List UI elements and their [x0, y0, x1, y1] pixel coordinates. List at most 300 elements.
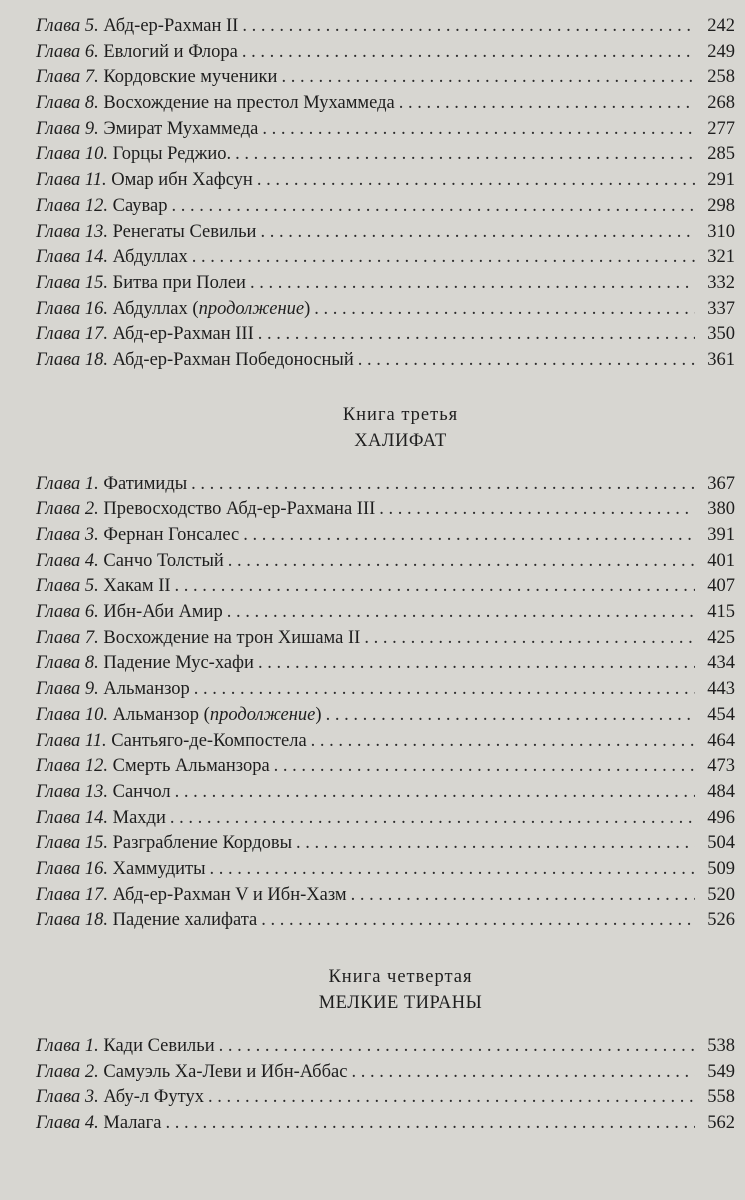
chapter-title: Абдуллах [112, 247, 188, 268]
page-number: 367 [707, 473, 735, 494]
chapter-title-tail: ) [315, 704, 322, 725]
chapter-title: Хаммудиты [112, 858, 206, 879]
chapter-word: Глава [36, 602, 81, 623]
page-number: 504 [707, 833, 735, 854]
chapter-title: Евлогий и Флора [103, 41, 238, 62]
chapter-label [36, 119, 99, 139]
chapter-number: 14. [84, 807, 108, 828]
chapter-word: Глава [36, 884, 81, 905]
chapter-word: Глава [36, 679, 81, 700]
book-4-heading [36, 964, 735, 1016]
toc-entry[interactable] [36, 142, 735, 168]
dot-leader [260, 220, 695, 246]
page-number: 298 [707, 195, 735, 216]
book-4-title: МЕЛКИЕ ТИРАНЫ [318, 993, 483, 1013]
toc-section-book-4 [36, 1034, 735, 1137]
page-number: 285 [707, 144, 735, 165]
toc-entry[interactable] [36, 908, 735, 934]
page-number: 562 [707, 1113, 735, 1134]
dot-leader [242, 40, 695, 66]
chapter-label [36, 1113, 99, 1133]
chapter-label [36, 1036, 99, 1056]
toc-entry[interactable] [36, 194, 735, 220]
chapter-title: Превосходство Абд-ер-Рахмана III [103, 499, 376, 520]
chapter-word: Глава [36, 756, 81, 777]
chapter-label [36, 144, 108, 164]
chapter-label [36, 222, 108, 242]
chapter-word: Глава [36, 833, 81, 854]
chapter-word: Глава [36, 16, 81, 36]
chapter-number: 3. [84, 525, 99, 545]
chapter-number: 9. [84, 679, 99, 700]
chapter-label [36, 299, 108, 319]
chapter-word: Глава [36, 195, 81, 216]
toc-entry[interactable] [36, 322, 735, 348]
chapter-label [36, 653, 99, 673]
toc-entry-heading [36, 14, 238, 40]
toc-entry-heading [36, 40, 238, 66]
chapter-label [36, 782, 108, 802]
toc-entry[interactable] [36, 703, 735, 729]
chapter-word: Глава [36, 144, 81, 165]
toc-entry[interactable] [36, 1111, 735, 1137]
toc-entry-heading [36, 651, 254, 677]
toc-entry[interactable] [36, 65, 735, 91]
toc-entry-heading [36, 220, 256, 246]
chapter-label [36, 628, 99, 648]
dot-leader [261, 908, 695, 934]
dot-leader [326, 703, 695, 729]
chapter-title: Смерть Альманзора [112, 756, 270, 777]
page-number: 520 [707, 884, 735, 905]
chapter-title: Альманзор ( [112, 704, 210, 725]
chapter-label [36, 324, 108, 344]
toc-entry-heading [36, 297, 310, 323]
toc-entry[interactable] [36, 831, 735, 857]
dot-leader [250, 271, 695, 297]
toc-entry[interactable] [36, 14, 735, 40]
chapter-word: Глава [36, 730, 81, 751]
chapter-title: Восхождение на престол Мухаммеда [103, 93, 395, 114]
toc-entry[interactable] [36, 497, 735, 523]
chapter-label [36, 859, 108, 879]
toc-entry[interactable] [36, 168, 735, 194]
page-number: 407 [707, 576, 735, 597]
dot-leader [171, 194, 695, 220]
page-number: 415 [707, 602, 735, 623]
chapter-title: Восхождение на трон Хишама II [103, 627, 361, 648]
toc-entry-heading [36, 626, 360, 652]
dot-leader [242, 14, 695, 40]
dot-leader [296, 831, 695, 857]
toc-entry-heading [36, 245, 188, 271]
dot-leader [175, 574, 695, 600]
toc-entry-heading [36, 65, 277, 91]
toc-entry[interactable] [36, 472, 735, 498]
toc-entry-heading [36, 348, 354, 374]
chapter-label [36, 16, 99, 36]
chapter-word: Глава [36, 704, 81, 725]
chapter-number: 16. [84, 298, 108, 319]
chapter-word: Глава [36, 118, 81, 139]
chapter-number: 2. [84, 1061, 99, 1082]
page-number: 454 [707, 704, 735, 725]
book-3-subtitle: Книга третья [342, 404, 459, 425]
chapter-number: 8. [84, 653, 99, 674]
chapter-word: Глава [36, 499, 81, 520]
toc-entry-heading [36, 322, 254, 348]
chapter-label [36, 1087, 99, 1107]
page-number: 350 [707, 324, 735, 345]
chapter-word: Глава [36, 576, 81, 597]
chapter-number: 10. [84, 144, 108, 165]
toc-entry[interactable] [36, 40, 735, 66]
chapter-label [36, 602, 99, 622]
chapter-title: Ибн-Аби Амир [103, 602, 223, 623]
dot-leader [194, 677, 695, 703]
toc-entry-heading [36, 549, 224, 575]
chapter-word: Глава [36, 349, 81, 370]
chapter-label [36, 499, 99, 519]
chapter-number: 11. [84, 170, 107, 191]
page-number: 496 [707, 807, 735, 828]
chapter-number: 18. [84, 349, 108, 370]
chapter-number: 7. [84, 627, 99, 648]
chapter-label [36, 42, 99, 62]
chapter-number: 5. [84, 576, 99, 597]
book-4-subtitle: Книга четвертая [328, 967, 473, 987]
toc-entry[interactable] [36, 780, 735, 806]
chapter-label [36, 525, 99, 545]
dot-leader [227, 600, 695, 626]
chapter-number: 9. [84, 118, 99, 139]
dot-leader [210, 857, 695, 883]
chapter-number: 14. [84, 247, 108, 268]
chapter-title: Фернан Гонсалес [103, 525, 240, 545]
toc-entry-heading [36, 1034, 215, 1060]
dot-leader [257, 168, 695, 194]
toc-entry[interactable] [36, 271, 735, 297]
chapter-label [36, 833, 108, 853]
chapter-title: Махди [112, 807, 166, 828]
dot-leader [364, 626, 695, 652]
toc-entry-heading [36, 600, 223, 626]
chapter-title: Альманзор [103, 679, 190, 700]
chapter-word: Глава [36, 170, 81, 191]
toc-entry[interactable] [36, 600, 735, 626]
toc-entry-heading [36, 806, 166, 832]
page-number: 443 [707, 679, 735, 700]
chapter-title: Малага [103, 1113, 162, 1134]
toc-entry-heading [36, 574, 171, 600]
page-number: 464 [707, 730, 735, 751]
chapter-title: Падение Мус-хафи [103, 653, 254, 674]
toc-entry[interactable] [36, 523, 735, 549]
page-number: 473 [707, 756, 735, 777]
chapter-title: Сантьяго-де-Компостела [111, 730, 307, 751]
toc-entry[interactable] [36, 677, 735, 703]
page-number: 484 [707, 781, 735, 802]
toc-entry-heading [36, 677, 190, 703]
chapter-word: Глава [36, 1061, 81, 1082]
chapter-number: 17. [84, 884, 108, 905]
chapter-label [36, 247, 108, 267]
book-3-title: ХАЛИФАТ [354, 430, 447, 451]
chapter-word: Глава [36, 298, 81, 319]
chapter-label [36, 67, 99, 87]
chapter-number: 15. [84, 833, 108, 854]
chapter-word: Глава [36, 1036, 81, 1056]
chapter-label [36, 273, 108, 293]
dot-leader [228, 549, 695, 575]
chapter-word: Глава [36, 910, 81, 931]
page-number: 337 [707, 298, 735, 319]
page-number: 380 [707, 499, 735, 520]
toc-entry[interactable] [36, 806, 735, 832]
chapter-number: 7. [84, 67, 99, 88]
chapter-word: Глава [36, 525, 81, 545]
chapter-title: Санчо Толстый [103, 550, 224, 571]
chapter-label [36, 679, 99, 699]
toc-entry-heading [36, 472, 187, 498]
dot-leader [219, 1034, 695, 1060]
toc-entry-heading [36, 497, 375, 523]
chapter-word: Глава [36, 473, 81, 494]
chapter-word: Глава [36, 1087, 81, 1108]
toc-entry[interactable] [36, 729, 735, 755]
toc-entry-heading [36, 117, 258, 143]
chapter-label [36, 93, 99, 113]
toc-section-book-3 [36, 472, 735, 934]
chapter-label [36, 1062, 99, 1082]
toc-entry[interactable] [36, 754, 735, 780]
chapter-title: Ренегаты Севильи [112, 221, 257, 242]
chapter-word: Глава [36, 247, 81, 268]
toc-entry[interactable] [36, 117, 735, 143]
chapter-number: 1. [84, 1036, 99, 1056]
toc-entry[interactable] [36, 857, 735, 883]
chapter-word: Глава [36, 807, 81, 828]
toc-entry[interactable] [36, 91, 735, 117]
chapter-number: 16. [84, 858, 108, 879]
toc-section-prev [36, 14, 735, 374]
dot-leader [191, 472, 695, 498]
dot-leader [274, 754, 695, 780]
page-number: 277 [707, 118, 735, 139]
chapter-word: Глава [36, 550, 81, 571]
dot-leader [351, 1060, 695, 1086]
chapter-word: Глава [36, 272, 81, 293]
chapter-title-italic: продолжение [209, 704, 316, 725]
chapter-word: Глава [36, 221, 81, 242]
chapter-title: Саувар [112, 195, 168, 216]
toc-entry-heading [36, 523, 239, 549]
toc-entry[interactable] [36, 883, 735, 909]
chapter-number: 12. [84, 756, 108, 777]
toc-entry-heading [36, 91, 395, 117]
page-number: 526 [707, 910, 735, 931]
chapter-title: Омар ибн Хафсун [111, 170, 253, 191]
chapter-title: Эмират Мухаммеда [103, 118, 259, 139]
dot-leader [351, 883, 695, 909]
chapter-title: Абу-л Футух [103, 1087, 204, 1108]
chapter-word: Глава [36, 93, 81, 114]
toc-entry-heading [36, 1060, 347, 1086]
chapter-word: Глава [36, 41, 81, 62]
toc-entry[interactable] [36, 1034, 735, 1060]
chapter-title: Абд-ер-Рахман II [103, 16, 239, 36]
chapter-number: 3. [84, 1087, 99, 1108]
toc-entry[interactable] [36, 245, 735, 271]
toc-entry-heading [36, 857, 206, 883]
toc-entry[interactable] [36, 651, 735, 677]
dot-leader [165, 1111, 695, 1137]
chapter-word: Глава [36, 627, 81, 648]
toc-entry-heading [36, 729, 307, 755]
dot-leader [192, 245, 695, 271]
page-number: 391 [707, 525, 735, 545]
page-number: 538 [707, 1036, 735, 1056]
dot-leader [314, 297, 695, 323]
page-number: 310 [707, 221, 735, 242]
chapter-title: Абдуллах ( [112, 298, 199, 319]
chapter-label [36, 731, 107, 751]
page-number: 361 [707, 349, 735, 370]
chapter-title: Абд-ер-Рахман Победоносный [112, 349, 354, 370]
chapter-title: Горцы Реджио. [112, 144, 232, 165]
chapter-number: 13. [84, 221, 108, 242]
chapter-number: 18. [84, 910, 108, 931]
chapter-number: 4. [84, 1113, 99, 1134]
chapter-word: Глава [36, 781, 81, 802]
chapter-label [36, 196, 108, 216]
chapter-title: Абд-ер-Рахман III [112, 324, 254, 345]
chapter-number: 17. [84, 324, 108, 345]
page-number: 509 [707, 858, 735, 879]
dot-leader [175, 780, 695, 806]
chapter-title-tail: ) [304, 298, 311, 319]
page-number: 425 [707, 627, 735, 648]
toc-entry-heading [36, 831, 292, 857]
dot-leader [262, 117, 695, 143]
dot-leader [258, 651, 695, 677]
page-number: 401 [707, 550, 735, 571]
chapter-word: Глава [36, 653, 81, 674]
dot-leader [311, 729, 695, 755]
toc-entry[interactable] [36, 626, 735, 652]
toc-entry[interactable] [36, 1085, 735, 1111]
page-number: 321 [707, 247, 735, 268]
toc-entry-heading [36, 1085, 204, 1111]
chapter-number: 6. [84, 602, 99, 623]
dot-leader [379, 497, 695, 523]
chapter-number: 6. [84, 41, 99, 62]
toc-entry[interactable] [36, 220, 735, 246]
dot-leader [235, 142, 695, 168]
toc-entry[interactable] [36, 549, 735, 575]
dot-leader [358, 348, 695, 374]
chapter-label [36, 350, 108, 370]
toc-entry-heading [36, 883, 347, 909]
toc-entry-heading [36, 1111, 161, 1137]
chapter-title: Самуэль Ха-Леви и Ибн-Аббас [103, 1061, 348, 1082]
toc-entry[interactable] [36, 574, 735, 600]
chapter-label [36, 474, 99, 494]
dot-leader [258, 322, 695, 348]
toc-entry-heading [36, 271, 246, 297]
page-number: 332 [707, 272, 735, 293]
chapter-word: Глава [36, 324, 81, 345]
page-number: 258 [707, 67, 735, 88]
dot-leader [243, 523, 695, 549]
chapter-label [36, 910, 108, 930]
dot-leader [281, 65, 695, 91]
chapter-number: 8. [84, 93, 99, 114]
chapter-number: 12. [84, 195, 108, 216]
chapter-number: 11. [84, 730, 107, 751]
chapter-label [36, 551, 99, 571]
page-number: 249 [707, 41, 735, 62]
dot-leader [170, 806, 695, 832]
chapter-number: 13. [84, 781, 108, 802]
chapter-title: Фатимиды [103, 473, 188, 494]
toc-entry-heading [36, 168, 253, 194]
chapter-label [36, 808, 108, 828]
chapter-title: Кордовские мученики [103, 67, 278, 88]
chapter-word: Глава [36, 67, 81, 88]
toc-entry-heading [36, 754, 270, 780]
chapter-number: 10. [84, 704, 108, 725]
chapter-word: Глава [36, 858, 81, 879]
chapter-title: Кади Севильи [103, 1036, 215, 1056]
page-number: 549 [707, 1061, 735, 1082]
book-3-heading [36, 402, 735, 454]
page-number: 434 [707, 653, 735, 674]
page-number: 291 [707, 170, 735, 191]
chapter-label [36, 756, 108, 776]
toc-entry-heading [36, 780, 171, 806]
chapter-title-italic: продолжение [198, 298, 305, 319]
chapter-title: Разграбление Кордовы [112, 833, 293, 854]
toc-entry[interactable] [36, 297, 735, 323]
chapter-number: 4. [84, 550, 99, 571]
chapter-title: Битва при Полеи [112, 272, 246, 293]
toc-entry[interactable] [36, 348, 735, 374]
chapter-label [36, 170, 107, 190]
toc-entry-heading [36, 142, 231, 168]
chapter-number: 1. [84, 473, 99, 494]
chapter-label [36, 705, 108, 725]
chapter-title: Падение халифата [112, 910, 258, 931]
toc-entry-heading [36, 703, 322, 729]
chapter-label [36, 576, 99, 596]
toc-entry-heading [36, 194, 167, 220]
toc-entry[interactable] [36, 1060, 735, 1086]
dot-leader [399, 91, 695, 117]
page-number: 558 [707, 1087, 735, 1108]
chapter-number: 2. [84, 499, 99, 520]
toc-entry-heading [36, 908, 257, 934]
chapter-word: Глава [36, 1113, 81, 1134]
page-number: 268 [707, 93, 735, 114]
chapter-title: Санчол [112, 781, 171, 802]
chapter-title: Хакам II [103, 576, 171, 597]
chapter-number: 15. [84, 272, 108, 293]
chapter-label [36, 885, 108, 905]
chapter-title: Абд-ер-Рахман V и Ибн-Хазм [112, 884, 347, 905]
dot-leader [208, 1085, 695, 1111]
chapter-number: 5. [84, 16, 99, 36]
